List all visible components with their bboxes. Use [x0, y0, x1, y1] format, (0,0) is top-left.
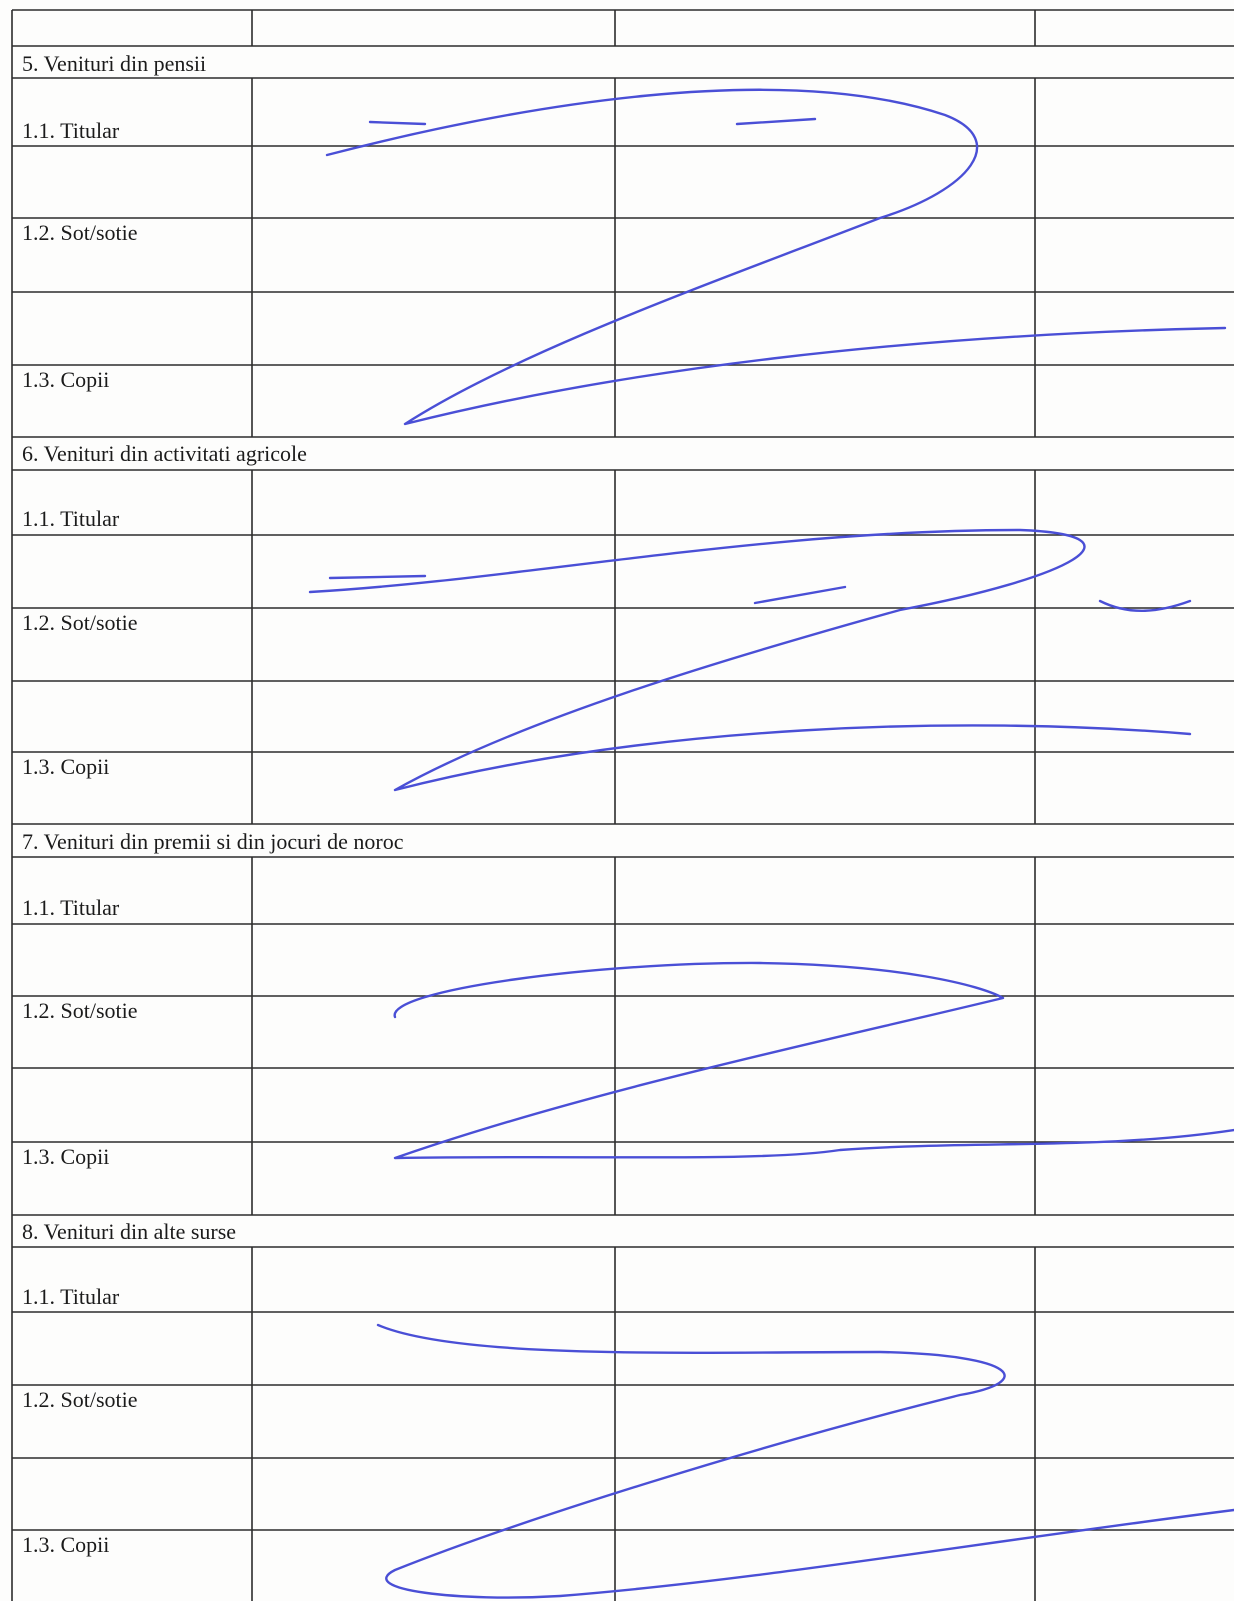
section-title-agricole: 6. Venituri din activitati agricole — [22, 441, 307, 466]
row-label-sot-sotie: 1.2. Sot/sotie — [22, 220, 138, 245]
row-label-copii: 1.3. Copii — [22, 754, 110, 779]
row-label-copii: 1.3. Copii — [22, 1532, 110, 1557]
row-label-sot-sotie: 1.2. Sot/sotie — [22, 1387, 138, 1412]
row-label-titular: 1.1. Titular — [22, 506, 120, 531]
row-label-titular: 1.1. Titular — [22, 1284, 120, 1309]
row-label-sot-sotie: 1.2. Sot/sotie — [22, 610, 138, 635]
section-title-alte-surse: 8. Venituri din alte surse — [22, 1219, 237, 1244]
section-title-premii: 7. Venituri din premii si din jocuri de noroc — [22, 829, 404, 854]
row-label-titular: 1.1. Titular — [22, 118, 120, 143]
row-label-sot-sotie: 1.2. Sot/sotie — [22, 998, 138, 1023]
row-label-copii: 1.3. Copii — [22, 367, 110, 392]
section-title-pensii: 5. Venituri din pensii — [22, 51, 207, 76]
row-label-titular: 1.1. Titular — [22, 895, 120, 920]
row-label-copii: 1.3. Copii — [22, 1144, 110, 1169]
